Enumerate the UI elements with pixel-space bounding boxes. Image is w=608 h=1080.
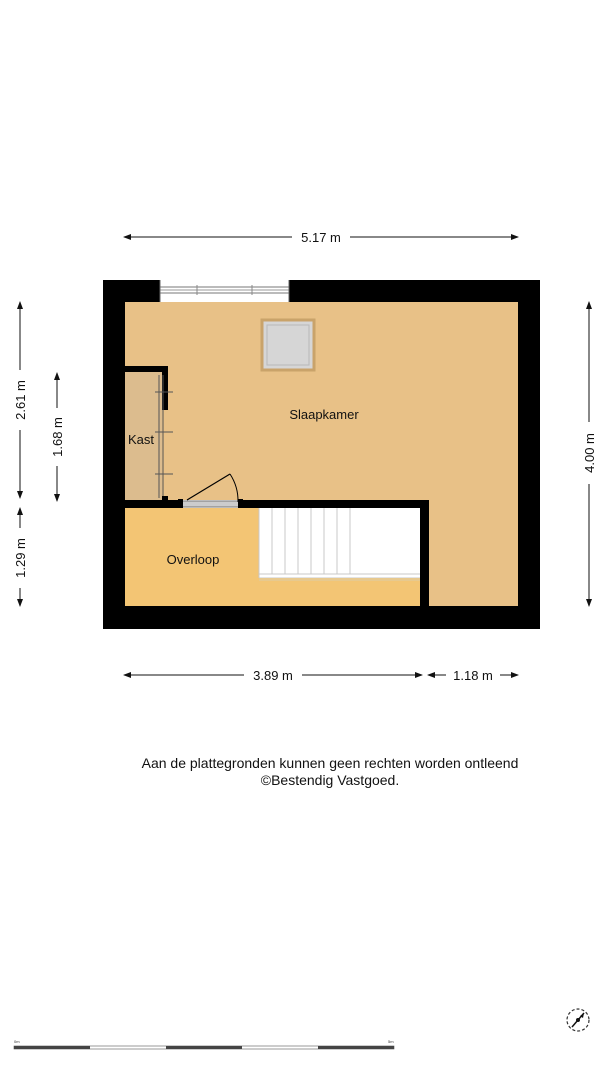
room-label-overloop: Overloop — [166, 552, 220, 567]
dimension-left-upper-label: 2.61 m — [13, 380, 28, 420]
disclaimer-line-1: Aan de plattegronden kunnen geen rechten worden ontleend — [141, 755, 519, 771]
scale-bar — [14, 1039, 394, 1049]
dimension-right-height — [582, 302, 597, 606]
dimension-left-lower-label: 1.29 m — [13, 538, 28, 578]
dimension-bottom-right — [428, 668, 518, 683]
disclaimer-line-2: ©Bestendig Vastgoed. — [260, 772, 400, 788]
dimension-bottom-right-label: 1.18 m — [453, 668, 493, 683]
top-window — [160, 280, 289, 302]
interior-wall-left — [125, 500, 180, 508]
skylight — [262, 320, 314, 370]
dimension-left-upper — [13, 302, 28, 498]
dimension-top-width-label: 5.17 m — [301, 230, 341, 245]
staircase — [259, 508, 420, 581]
dimension-left-lower — [13, 508, 28, 606]
dimension-top-width — [124, 230, 518, 245]
interior-wall-stair — [420, 500, 429, 606]
dimension-left-inner-label: 1.68 m — [50, 417, 65, 457]
compass-icon — [567, 1009, 589, 1031]
room-label-slaapkamer: Slaapkamer — [289, 407, 359, 422]
dimension-bottom-left — [124, 668, 422, 683]
scale-bar-end-label: 5m — [388, 1039, 394, 1044]
interior-wall-right — [241, 500, 429, 508]
dimension-bottom-left-label: 3.89 m — [253, 668, 293, 683]
room-label-kast: Kast — [127, 432, 155, 447]
disclaimer — [0, 755, 608, 789]
scale-bar-start-label: 0m — [14, 1039, 20, 1044]
dimension-right-height-label: 4.00 m — [582, 433, 597, 473]
dimension-left-inner — [50, 373, 65, 501]
